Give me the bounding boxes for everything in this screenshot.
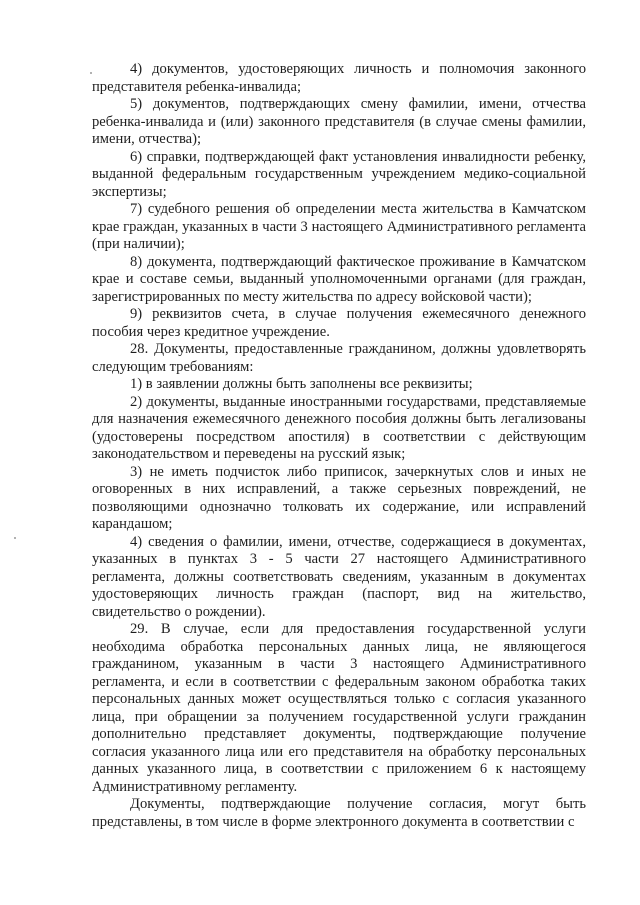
paragraph-item-8-residence-document: 8) документа, подтверждающий фактическое проживание в Камчатском крае и составе семьи, выданный уполномоченными органами (для граждан, зарегистрированных по месту жительства по адресу войсковой части); [92,253,586,305]
paragraph-item-7-court-decision: 7) судебного решения об определении места жительства в Камчатском крае граждан, указанных в части 3 настоящего Административного регламента (при наличии); [92,201,586,252]
paragraph-requirement-4: 4) сведения о фамилии, имени, отчестве, содержащиеся в документах, указанных в пунктах 3 - 5 части 27 настоящего Административного регламента, должны соответствовать сведениям, указанным в документах удостоверяющих личность граждан (паспорт, вид на жительство, свидетельство о рождении). [92,533,586,620]
paragraph-section-28-heading: 28. Документы, предоставленные гражданином, должны удовлетворять следующим требованиям: [92,341,586,375]
document-page [92,61,586,831]
paragraph-requirement-3: 3) не иметь подчисток либо приписок, зачеркнутых слов и иных не оговоренных в них исправлений, а также серьезных повреждений, не позволяющими однозначно толковать их содержание, или исправлений карандашом; [92,463,586,532]
paragraph-item-4-identity-documents: 4) документов, удостоверяющих личность и полномочия законного представителя ребенка-инвалида; [92,61,586,95]
paragraph-requirement-1: 1) в заявлении должны быть заполнены все реквизиты; [130,376,473,392]
paragraph-requirement-2: 2) документы, выданные иностранными государствами, представляемые для назначения ежемесячного денежного пособия должны быть легализованы (удостоверены посредством апостиля) в соответствии с действующим законодательством и переведены на русский язык; [92,393,586,462]
paragraph-item-6-disability-certificate: 6) справки, подтверждающей факт установления инвалидности ребенку, выданной федеральным государственным учреждением медико-социальной экспертизы; [92,148,586,200]
paragraph-section-29: 29. В случае, если для предоставления государственной услуги необходима обработка персональных данных лица, не являющегося гражданином, указанным в части 3 настоящего Административного регламента, и если в соответствии с федеральным законом обработка таких персональных данных может осуществляться только с согласия указанного лица, при обращении за получением государственной услуги гражданин дополнительно представляет документы, подтверждающие получение согласия указанного лица или его представителя на обработку персональных данных указанного лица, в соответствии с приложением 6 к настоящему Административному регламенту. [92,621,586,795]
paragraph-item-9-bank-account-details: 9) реквизитов счета, в случае получения ежемесячного денежного пособия через кредитное учреждение. [92,306,586,340]
paragraph-item-5-name-change-documents: 5) документов, подтверждающих смену фамилии, имени, отчества ребенка-инвалида и (или) законного представителя (в случае смены фамилии, имени, отчества); [92,96,586,147]
paragraph-consent-documents: Документы, подтверждающие получение согласия, могут быть представлены, в том числе в форме электронного документа в соответствии с [92,796,586,830]
scan-artifact-dot [14,537,16,539]
